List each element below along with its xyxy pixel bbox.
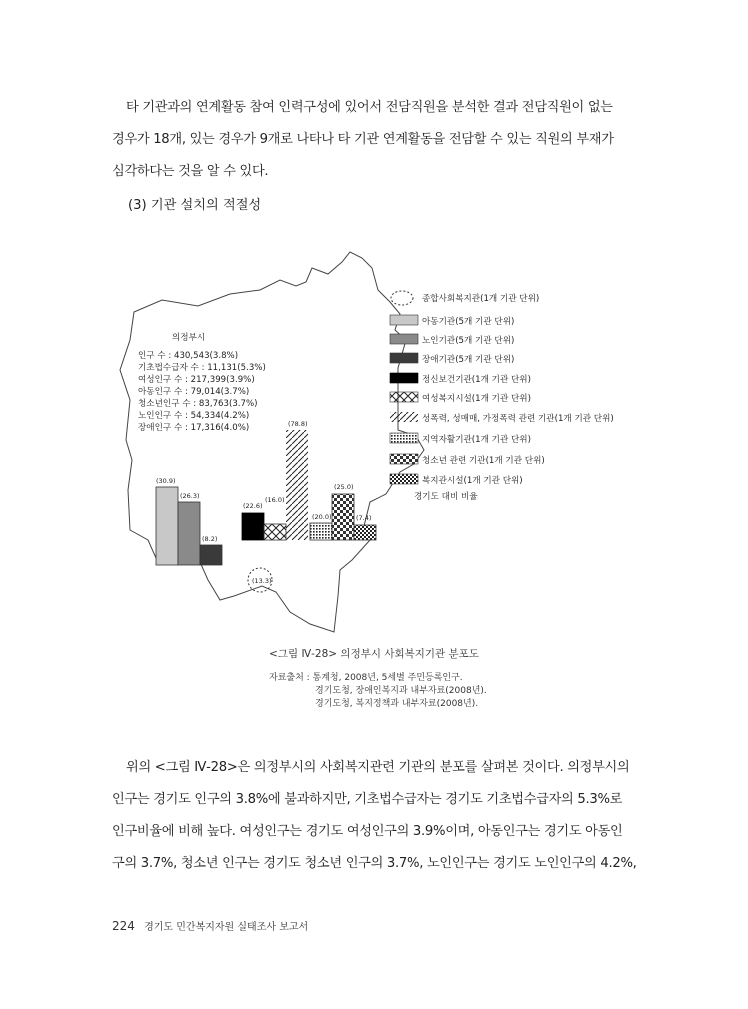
bar-elderly	[178, 502, 200, 565]
bar-label: (22.6)	[243, 502, 263, 510]
legend-label: 아동기관(5개 기관 단위)	[422, 317, 515, 327]
info-line: 노인인구 수 : 54,334(4.2%)	[138, 411, 250, 421]
text-line: 위의 <그림 Ⅳ-28>은 의정부시의 사회복지관련 기관의 분포를 살펴본 것이다. 의정부시의	[126, 760, 630, 775]
legend-label: 지역자활기관(1개 기관 단위)	[422, 435, 531, 445]
bar-violence-related	[286, 430, 308, 540]
text-line: 인구는 경기도 인구의 3.8%에 불과하지만, 기초법수급자는 경기도 기초법수급자의 5.3%로	[112, 792, 623, 807]
analysis-paragraph	[112, 752, 640, 880]
source-line: 경기도청, 복지정책과 내부자료(2008년).	[315, 699, 479, 709]
legend-label: 정신보건기관(1개 기관 단위)	[422, 375, 531, 385]
source-line: 경기도청, 장애인복지과 내부자료(2008년).	[315, 686, 487, 696]
report-title: 경기도 민간복지자원 실태조사 보고서	[144, 922, 309, 933]
bar-disabled	[200, 545, 222, 565]
bar-mental-health	[242, 513, 264, 540]
text-line: 구의 3.7%, 청소년 인구는 경기도 청소년 인구의 3.7%, 노인인구는 경기도 노인인구의 4.2%,	[112, 856, 637, 871]
source-label: 자료출처 :	[269, 673, 310, 683]
legend-label: 복지관시설(1개 기관 단위)	[422, 476, 523, 486]
text-line: 경우가 18개, 있는 경우가 9개로 나타나 타 기관 연계활동을 전담할 수 있는 직원의 부재가	[112, 132, 614, 147]
bar-label: (78.8)	[288, 420, 308, 428]
info-line: 아동인구 수 : 79,014(3.7%)	[138, 387, 250, 397]
intro-paragraph	[112, 92, 640, 188]
bar-youth	[332, 494, 354, 540]
info-line: 청소년인구 수 : 83,763(3.7%)	[138, 399, 258, 409]
info-line: 장애인구 수 : 17,316(4.0%)	[138, 423, 250, 433]
bar-label: (13.3)	[252, 577, 272, 585]
bar-label: (25.0)	[334, 483, 354, 491]
figure-source	[269, 672, 487, 711]
text-line: 인구비율에 비해 높다. 여성인구는 경기도 여성인구의 3.9%이며, 아동인구는 경기도 아동인	[112, 824, 623, 839]
source-line: 통계청, 2008년, 5세별 주민등록인구.	[312, 673, 463, 683]
bar-label: (7.4)	[356, 514, 372, 522]
bar-label: (16.0)	[265, 496, 285, 504]
bar-women-welfare	[264, 524, 286, 540]
legend-label: 노인기관(5개 기관 단위)	[422, 336, 515, 346]
bar-label: (8.2)	[202, 535, 218, 543]
info-line: 기초법수급자 수 : 11,131(5.3%)	[138, 363, 266, 373]
bar-label: (30.9)	[156, 477, 176, 485]
bar-self-support	[310, 523, 332, 540]
legend-label: 경기도 대비 비율	[414, 492, 478, 502]
legend	[390, 291, 614, 502]
legend-label: 종합사회복지관(1개 기관 단위)	[422, 294, 540, 304]
legend-label: 성폭력, 성매매, 가정폭력 관련 기관(1개 기관 단위)	[422, 414, 614, 424]
legend-label: 청소년 관련 기관(1개 기관 단위)	[422, 456, 545, 466]
bar-label: (20.0)	[312, 513, 332, 521]
legend-label: 여성복지시설(1개 기관 단위)	[422, 394, 531, 404]
page-number: 224	[112, 919, 135, 933]
text-line: 타 기관과의 연계활동 참여 인력구성에 있어서 전담직원을 분석한 결과 전담직원이 없는	[126, 100, 613, 115]
info-line: 인구 수 : 430,543(3.8%)	[138, 351, 239, 361]
bar-welfare-facility	[354, 525, 376, 540]
city-outline	[120, 252, 424, 632]
bar-children	[156, 487, 178, 565]
info-line: 여성인구 수 : 217,399(3.9%)	[138, 375, 255, 385]
page-footer	[112, 918, 308, 933]
distribution-map-figure	[100, 240, 640, 640]
section-heading: (3) 기관 설치의 적절성	[128, 198, 262, 213]
city-name: 의정부시	[172, 333, 206, 343]
bar-label: (26.3)	[180, 492, 200, 500]
text-line: 심각하다는 것을 알 수 있다.	[112, 164, 269, 179]
figure-caption: <그림 Ⅳ-28> 의정부시 사회복지기관 분포도	[269, 648, 479, 660]
legend-label: 장애기관(5개 기관 단위)	[422, 355, 515, 365]
